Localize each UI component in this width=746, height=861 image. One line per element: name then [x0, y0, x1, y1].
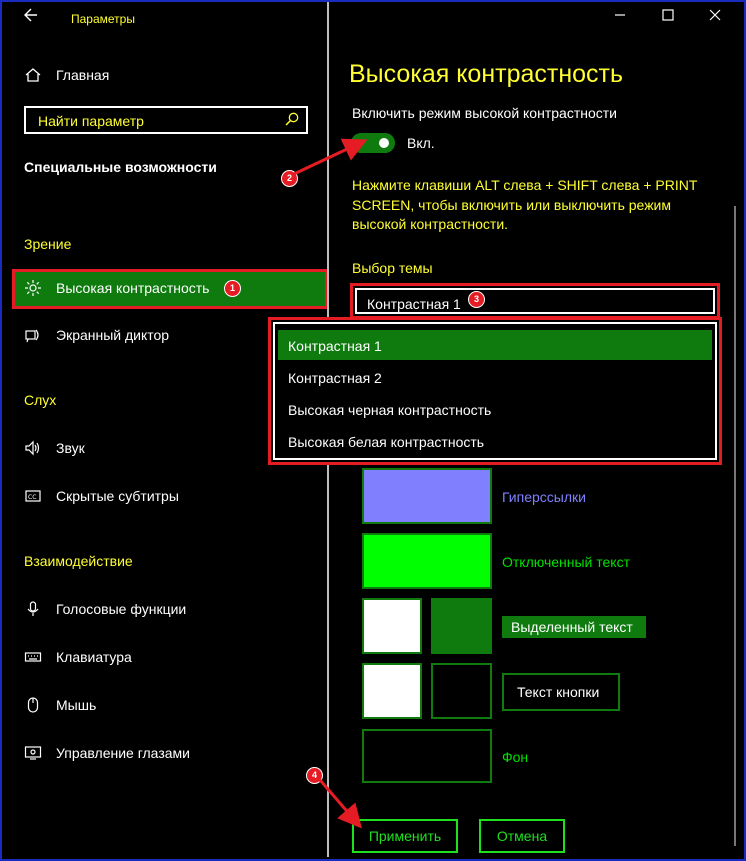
sidebar-item-label: Мышь: [56, 697, 97, 713]
selected-text-label: Выделенный текст: [502, 616, 646, 638]
category-heading: Специальные возможности: [24, 159, 217, 175]
svg-text:CC: CC: [28, 494, 37, 501]
section-vision: Зрение: [24, 236, 72, 252]
cancel-button[interactable]: Отмена: [479, 819, 565, 853]
annotation-arrow-2: [294, 142, 362, 174]
sidebar-item-label: Высокая контрастность: [56, 280, 210, 296]
theme-option-contrast-1[interactable]: Контрастная 1: [278, 330, 712, 360]
theme-select-value: Контрастная 1: [367, 296, 461, 312]
app-title: Параметры: [71, 12, 135, 26]
annotation-badge-3: 3: [468, 291, 485, 308]
sidebar-item-label: Клавиатура: [56, 649, 132, 665]
sidebar-item-label: Экранный диктор: [56, 327, 170, 343]
annotation-badge-1: 1: [224, 280, 241, 297]
annotation-badge-2: 2: [281, 170, 298, 187]
annotation-arrow-4: [320, 780, 358, 824]
section-interaction: Взаимодействие: [24, 553, 133, 569]
page-title: Высокая контрастность: [349, 60, 624, 88]
sidebar-item-label: Управление глазами: [56, 745, 190, 761]
shortcut-hint: Нажмите клавиши ALT слева + SHIFT слева + PRINT SCREEN, чтобы включить или выключить режим высокой контрастности.: [352, 177, 698, 232]
theme-label: Выбор темы: [352, 260, 433, 276]
theme-option-contrast-2[interactable]: Контрастная 2: [288, 370, 382, 386]
sidebar-item-label: Звук: [56, 440, 85, 456]
toggle-label: Включить режим высокой контрастности: [352, 105, 617, 121]
disabled-text-label: Отключенный текст: [502, 554, 630, 570]
apply-button[interactable]: Применить: [352, 819, 458, 853]
section-hearing: Слух: [24, 392, 57, 408]
annotation-badge-4: 4: [306, 767, 323, 784]
toggle-state: Вкл.: [407, 135, 435, 151]
theme-option-high-black[interactable]: Высокая черная контрастность: [288, 402, 492, 418]
hyperlinks-label: Гиперссылки: [502, 489, 586, 505]
button-text-label: Текст кнопки: [502, 673, 620, 711]
sidebar-item-label: Скрытые субтитры: [56, 488, 179, 504]
background-label: Фон: [502, 749, 529, 765]
sidebar-home-label: Главная: [56, 67, 110, 83]
theme-option-high-white[interactable]: Высокая белая контрастность: [288, 434, 485, 450]
sidebar-item-label: Голосовые функции: [56, 601, 187, 617]
